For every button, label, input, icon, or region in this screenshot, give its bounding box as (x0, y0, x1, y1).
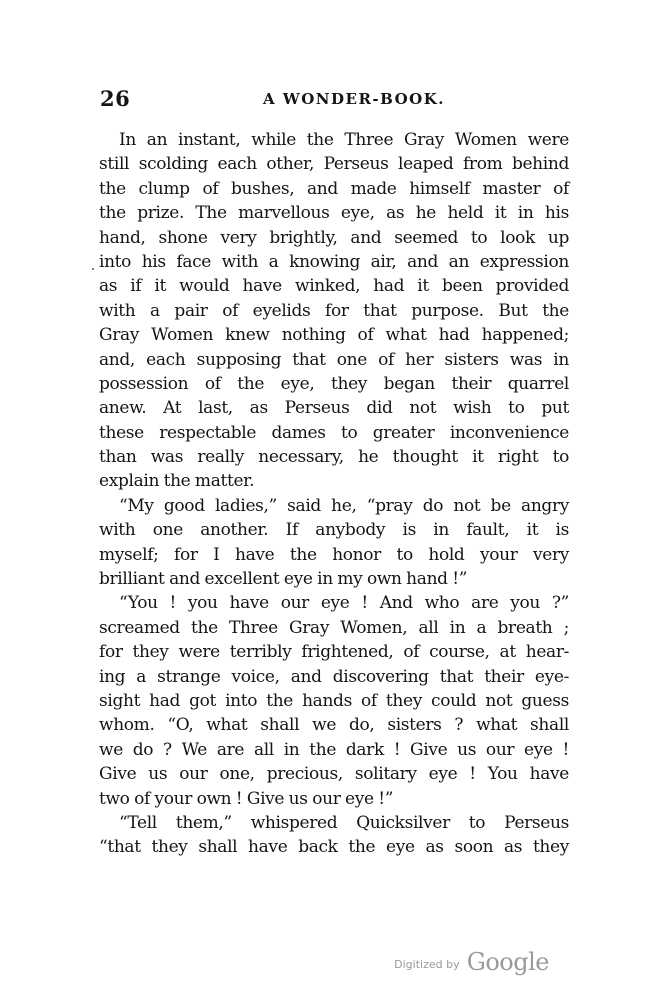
running-head (100, 86, 568, 114)
print-speck (92, 268, 94, 270)
text-line: “Tell them,” whispered Quicksilver to Perseus (119, 812, 569, 833)
text-line: anew. At last, as Perseus did not wish to put (99, 398, 569, 419)
running-title: A WONDER-BOOK. (263, 90, 445, 108)
text-line: whom. “O, what shall we do, sisters ? what shall (99, 715, 569, 736)
body-text (99, 128, 569, 860)
text-line: Gray Women knew nothing of what had happened; (99, 325, 569, 346)
text-line: possession of the eye, they began their quarrel (99, 373, 569, 394)
text-line: than was really necessary, he thought it right to (99, 447, 569, 468)
text-line: as if it would have winked, had it been provided (99, 276, 569, 297)
digitized-by-google-watermark (394, 948, 549, 978)
text-line: these respectable dames to greater inconvenience (99, 422, 569, 443)
text-line: two of your own ! Give us our eye !” (99, 788, 394, 809)
watermark-prefix: Digitized by (394, 958, 460, 971)
text-line: myself; for I have the honor to hold your very (99, 544, 569, 565)
text-line: with a pair of eyelids for that purpose. But the (99, 300, 569, 321)
text-line: into his face with a knowing air, and an expression (99, 251, 569, 272)
text-line: the prize. The marvellous eye, as he held it in his (99, 203, 569, 224)
text-line: the clump of bushes, and made himself master of (99, 178, 569, 199)
text-line: “My good ladies,” said he, “pray do not be angry (119, 495, 569, 516)
text-line: sight had got into the hands of they could not guess (99, 690, 569, 711)
text-line: ing a strange voice, and discovering that their eye- (99, 666, 569, 687)
text-line: and, each supposing that one of her sisters was in (99, 349, 569, 370)
text-line: In an instant, while the Three Gray Women were (119, 130, 569, 150)
text-line: Give us our one, precious, solitary eye ! You have (99, 764, 569, 785)
text-line: screamed the Three Gray Women, all in a breath ; (99, 617, 569, 638)
text-line: hand, shone very brightly, and seemed to look up (99, 227, 569, 248)
text-line: “that they shall have back the eye as soon as they (99, 837, 569, 858)
text-line: explain the matter. (99, 471, 255, 492)
text-line: we do ? We are all in the dark ! Give us our eye ! (99, 739, 569, 760)
page-number: 26 (100, 86, 131, 111)
text-line: still scolding each other, Perseus leaped from behind (99, 154, 569, 175)
google-logo: Google (466, 948, 549, 976)
text-line: for they were terribly frightened, of course, at hear- (99, 642, 569, 663)
text-line: “You ! you have our eye ! And who are you ?” (119, 593, 569, 614)
text-line: with one another. If anybody is in fault, it is (99, 520, 569, 541)
text-line: brilliant and excellent eye in my own hand !” (99, 569, 468, 590)
